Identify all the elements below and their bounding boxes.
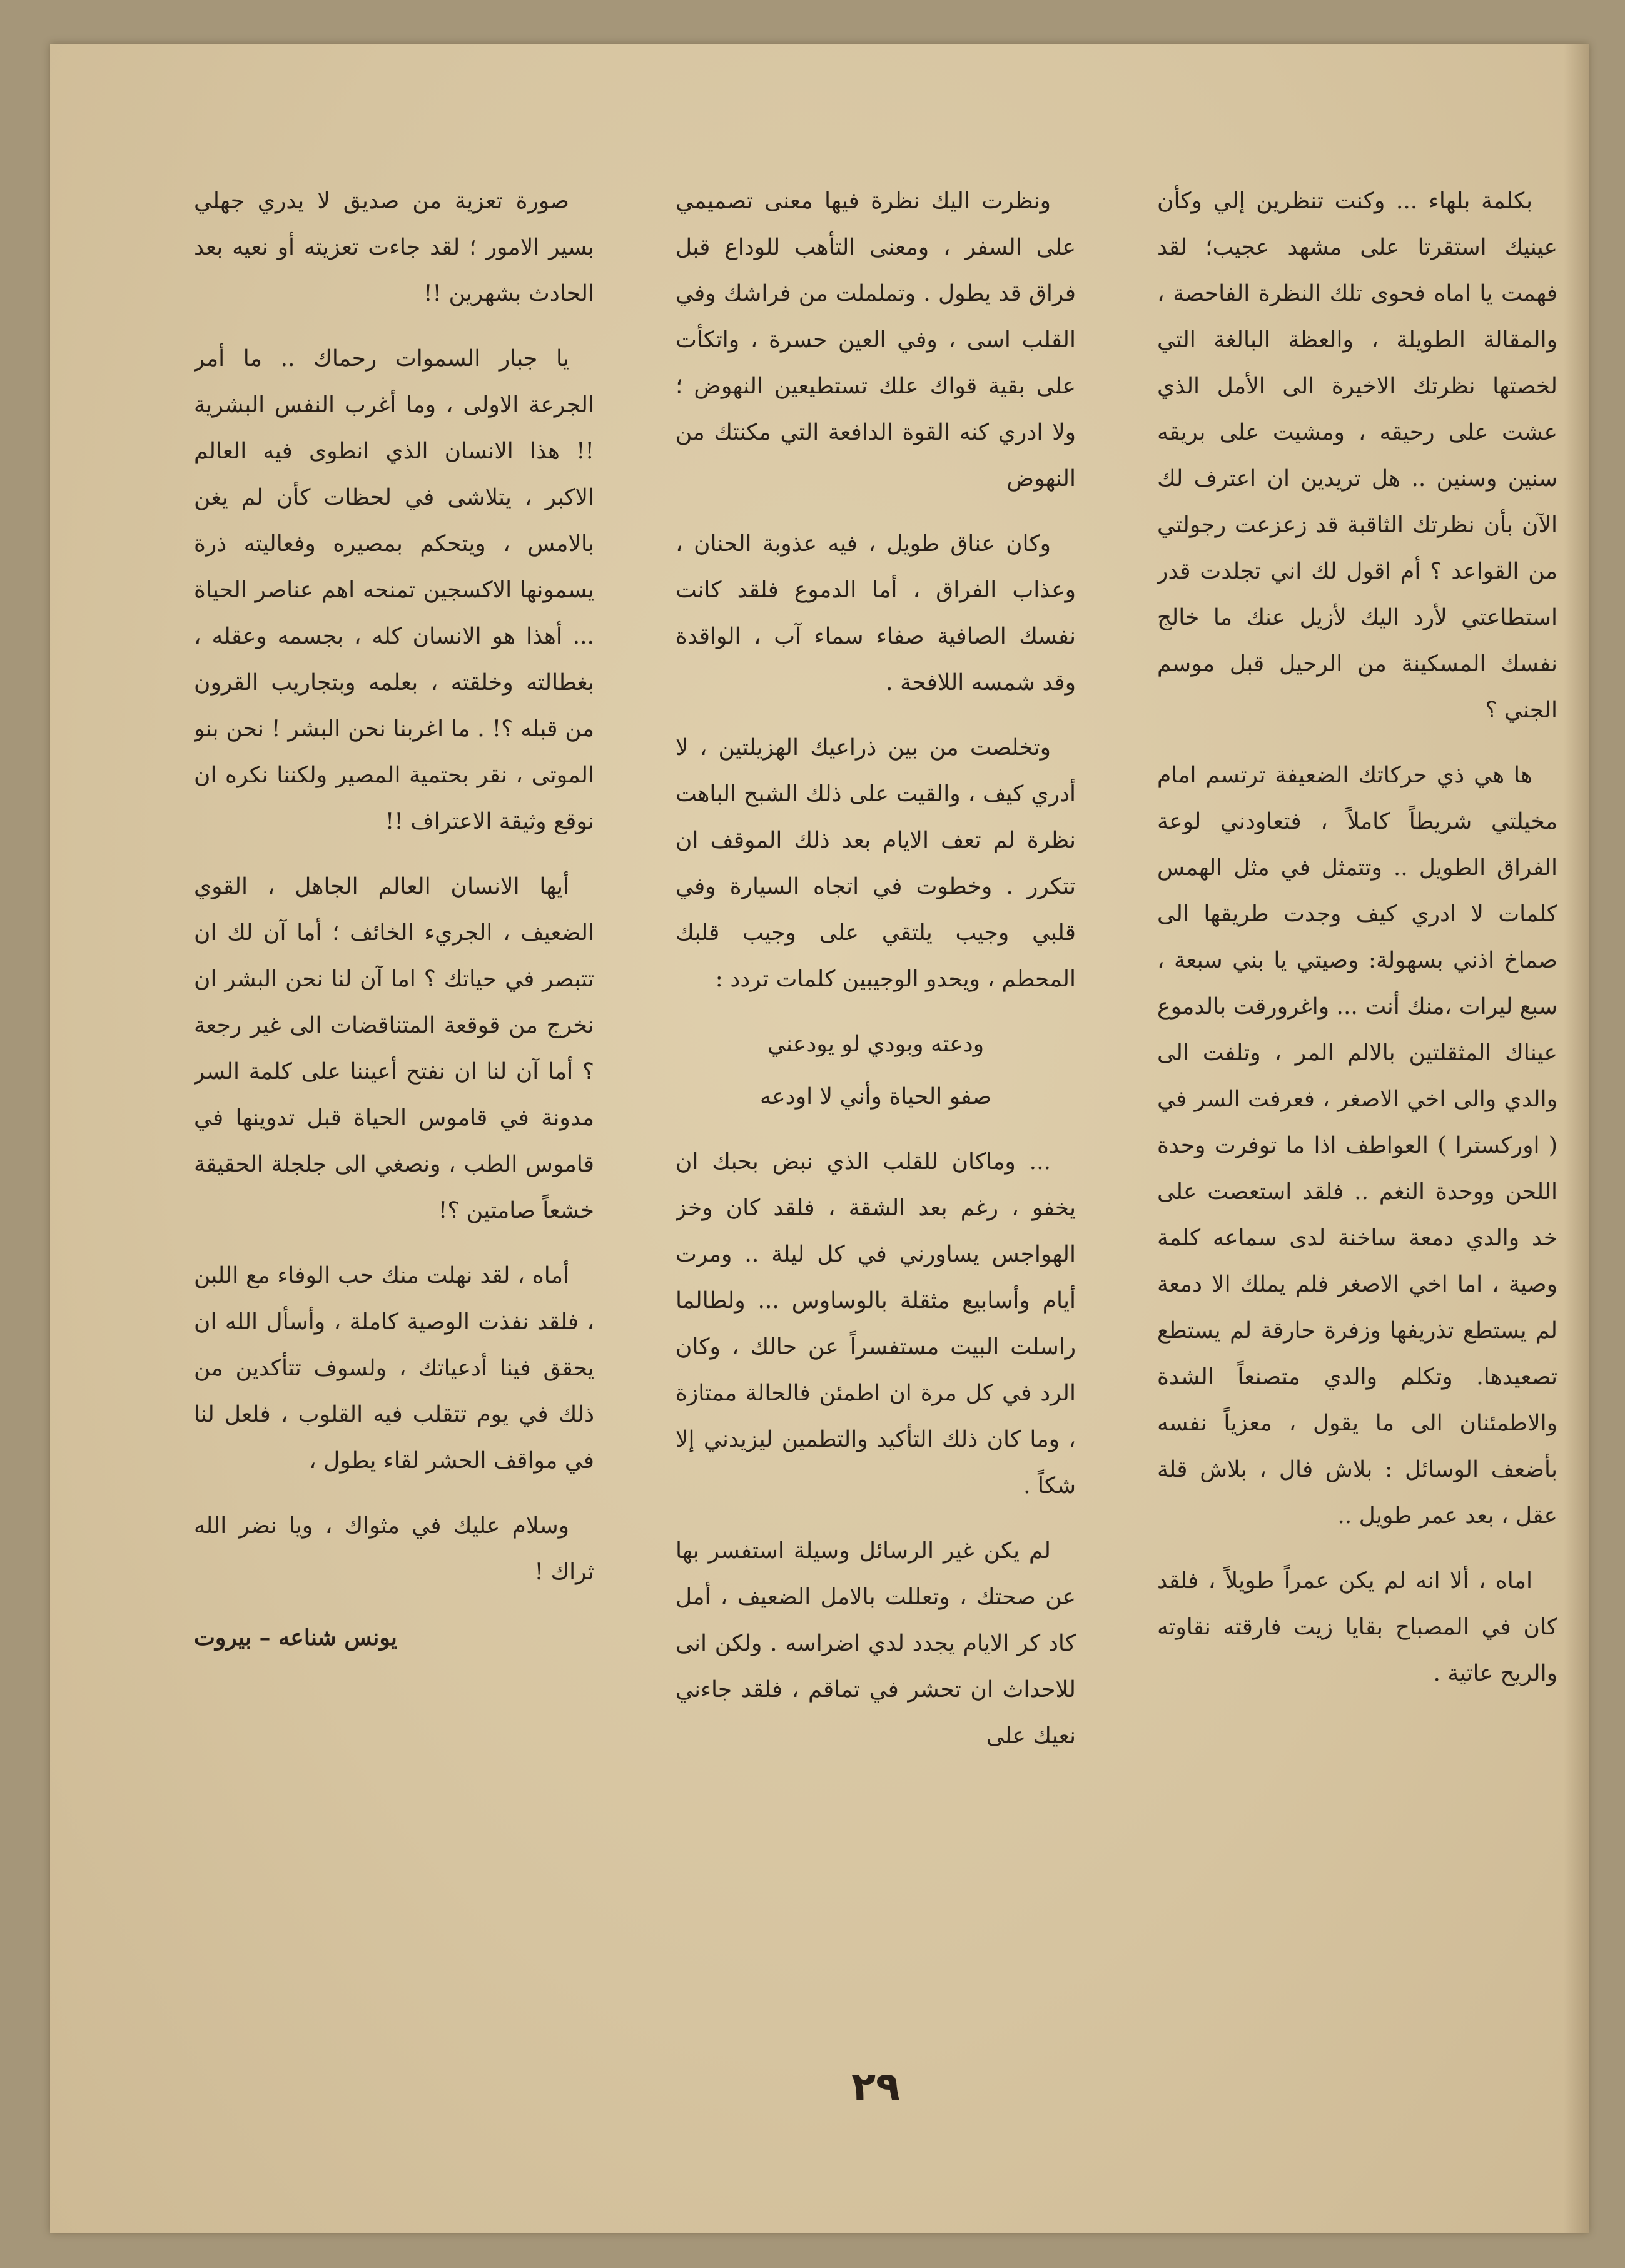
page-edge-shadow	[1564, 44, 1589, 2233]
author-signature: يونس شناعه – بيروت	[194, 1624, 397, 1651]
paragraph: ... وماكان للقلب الذي نبض بحبك ان يخفو ، رغم بعد الشقة ، فلقد كان وخز الهواجس يساورني في كل ليلة .. ومرت أيام وأسابيع مثقلة بالوساوس ... ولطالما راسلت البيت مستفسراً عن حالك ، وكان الرد في كل مرة ان اطمئن فالحالة ممتازة ، وما كان ذلك التأكيد والتطمين ليزيدني إلا شكاً .	[676, 1149, 1076, 1499]
paragraph: اماه ، ألا انه لم يكن عمراً طويلاً ، فلقد كان في المصباح بقايا زيت فارقته نقاوته والريح عاتية .	[1157, 1568, 1557, 1686]
paragraph: صورة تعزية من صديق لا يدري جهلي بسير الامور ؛ لقد جاءت تعزيته أو نعيه بعد الحادث بشهرين !!	[194, 188, 594, 306]
magazine-page	[50, 44, 1589, 2233]
page-number: ٢٩	[851, 2064, 901, 2110]
text-column-right	[1157, 178, 1557, 2042]
paragraph: وكان عناق طويل ، فيه عذوبة الحنان ، وعذاب الفراق ، أما الدموع فلقد كانت نفسك الصافية صفاء سماء آب ، الواقدة وقد شمسه اللافحة .	[676, 531, 1076, 696]
paragraph: ونظرت اليك نظرة فيها معنى تصميمي على السفر ، ومعنى التأهب للوداع قبل فراق قد يطول . وتململت من فراشك وفي القلب اسى ، وفي العين حسرة ، واتكأت على بقية قواك علك تستطيعين النهوض ؛ ولا ادري كنه القوة الدافعة التي مكنتك من النهوض	[676, 188, 1076, 492]
paragraph: يا جبار السموات رحماك .. ما أمر الجرعة الاولى ، وما أغرب النفس البشرية !! هذا الانسان الذي انطوى فيه العالم الاكبر ، يتلاشى في لحظات كأن لم يغن بالامس ، ويتحكم بمصيره وفعاليته ذرة يسمونها الاكسجين تمنحه اهم عناصر الحياة ... أهذا هو الانسان كله ، بجسمه وعقله ، بغطالته وخلقته ، بعلمه وبتجاريب القرون من قبله ؟! . ما اغربنا نحن البشر ! نحن بنو الموتى ، نقر بحتمية المصير ولكننا نكره ان نوقع وثيقة الاعتراف !!	[194, 346, 594, 834]
paragraph: وسلام عليك في مثواك ، ويا نضر الله ثراك !	[194, 1513, 594, 1585]
text-column-middle	[676, 178, 1076, 2042]
paragraph: أماه ، لقد نهلت منك حب الوفاء مع اللبن ، فلقد نفذت الوصية كاملة ، وأسأل الله ان يحقق فينا أدعياتك ، ولسوف تتأكدين من ذلك في يوم تتقلب فيه القلوب ، فلعل لنا في مواقف الحشر لقاء يطول ،	[194, 1263, 594, 1474]
paragraph: بكلمة بلهاء ... وكنت تنظرين إلي وكأن عينيك استقرتا على مشهد عجيب؛ لقد فهمت يا اماه فحوى تلك النظرة الفاحصة ، والمقالة الطويلة ، والعظة البالغة التي لخصتها نظرتك الاخيرة الى الأمل الذي عشت على رحيقه ، ومشيت على بريقه سنين وسنين .. هل تريدين ان اعترف لك الآن بأن نظرتك الثاقبة قد زعزعت رجولتي من القواعد ؟ أم اقول لك اني تجلدت قدر استطاعتي لأرد اليك لأزيل عنك ما خالج نفسك المسكينة من الرحيل قبل موسم الجني ؟	[1157, 188, 1557, 723]
poem-verse: صفو الحياة وأني لا اودعه	[759, 1084, 992, 1110]
paragraph: وتخلصت من بين ذراعيك الهزيلتين ، لا أدري كيف ، والقيت على ذلك الشبح الباهت نظرة لم تعف الايام بعد ذلك الموقف ان تتكرر . وخطوت في اتجاه السيارة وفي قلبي وجيب يلتقي على وجيب قلبك المحطم ، ويحدو الوجيبين كلمات تردد :	[676, 735, 1076, 992]
poem-verse: ودعته وبودي لو يودعني	[767, 1031, 985, 1057]
paragraph: ها هي ذي حركاتك الضعيفة ترتسم امام مخيلتي شريطاً كاملاً ، فتعاودني لوعة الفراق الطويل .. وتتمثل في مثل الهمس كلمات لا ادري كيف وجدت طريقها الى صماخ اذني بسهولة: وصيتي يا بني سبعة ، سبع ليرات ،منك أنت ... واغرورقت بالدموع عيناك المثقلتين بالالم المر ، وتلفت الى والدي والى اخي الاصغر ، فعرفت السر في ( اوركسترا ) العواطف اذا ما توفرت وحدة اللحن ووحدة النغم .. فلقد استعصت على خد والدي دمعة ساخنة لدى سماعه كلمة وصية ، اما اخي الاصغر فلم يملك الا دمعة لم يستطع تذريفها وزفرة حارقة لم يستطع تصعيدها. وتكلم والدي متصنعاً الشدة والاطمئنان الى ما يقول ، معزياً نفسه بأضعف الوسائل : بلاش فال ، بلاش قلة عقل ، بعد عمر طويل ..	[1157, 762, 1557, 1529]
paragraph: أيها الانسان العالم الجاهل ، القوي الضعيف ، الجريء الخائف ؛ أما آن لك ان تتبصر في حياتك ؟ اما آن لنا نحن البشر ان نخرج من قوقعة المتناقضات الى غير رجعة ؟ أما آن لنا ان نفتح أعيننا على كلمة السر مدونة في قاموس الحياة قبل تدوينها في قاموس الطب ، ونصغي الى جلجلة الحقيقة خشعاً صامتين ؟!	[194, 874, 594, 1223]
paragraph: لم يكن غير الرسائل وسيلة استفسر بها عن صحتك ، وتعللت بالامل الضعيف ، أمل كاد كر الايام يجدد لدي اضراسه . ولكن انى للاحداث ان تحشر في تماقم ، فلقد جاءني نعيك على	[676, 1538, 1076, 1749]
text-column-left	[194, 178, 594, 2042]
